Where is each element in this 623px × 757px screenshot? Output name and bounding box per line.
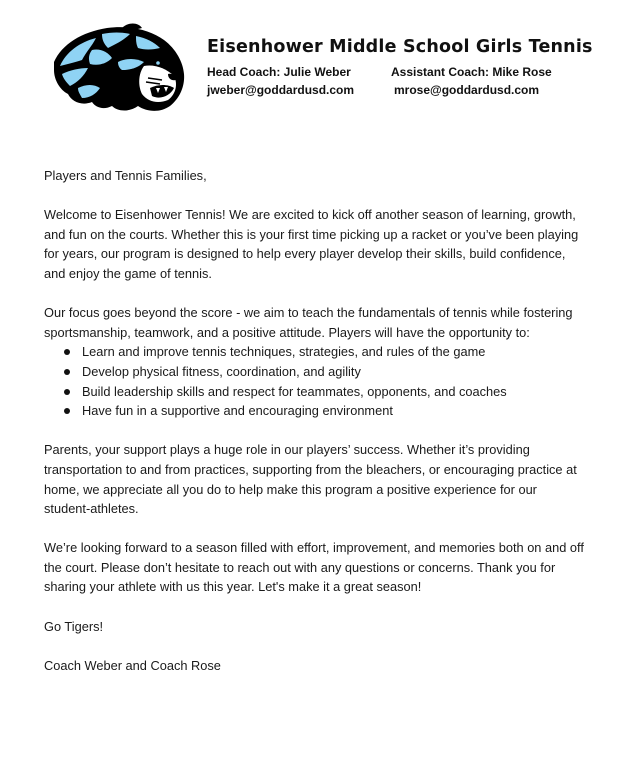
tiger-head-icon: [52, 22, 186, 114]
paragraph-parents: Parents, your support plays a huge role in our players’ success. Whether it’s providing transportation to and from practices, supporting from the bleachers, or encouraging practice at home, we appreciate all you do to help make this program a positive experience for our student-athletes.: [44, 442, 577, 517]
assistant-coach-email[interactable]: mrose@goddardusd.com: [394, 83, 540, 97]
assistant-coach-name: Assistant Coach: Mike Rose: [391, 65, 552, 79]
salutation: Players and Tennis Families,: [44, 168, 207, 183]
bullet-icon: [64, 389, 70, 395]
closing: Go Tigers!: [44, 618, 104, 634]
list-item-text: Build leadership skills and respect for teammates, opponents, and coaches: [82, 383, 507, 399]
coach-contacts: [207, 64, 607, 104]
school-title: Eisenhower Middle School Girls Tennis: [207, 37, 593, 57]
bullet-icon: [64, 349, 70, 355]
list-item: [44, 342, 584, 362]
list-item: [44, 362, 584, 382]
list-item: [44, 382, 584, 402]
paragraph-season: We’re looking forward to a season filled with effort, improvement, and memories both on and off the court. Please don’t hesitate to reach out with any questions or concerns. Thank you for sharing your athlete with us this year. Let's make it a great season!: [44, 540, 584, 595]
list-item: [44, 401, 584, 421]
bullet-icon: [64, 408, 70, 414]
list-item-text: Learn and improve tennis techniques, strategies, and rules of the game: [82, 344, 486, 360]
paragraph-focus: Our focus goes beyond the score - we aim to teach the fundamentals of tennis while fostering sportsmanship, teamwork, and a positive attitude. Players will have the opportunity to:: [44, 305, 573, 340]
signature: Coach Weber and Coach Rose: [44, 657, 221, 673]
head-coach-name: Head Coach: Julie Weber: [207, 65, 351, 79]
letterhead: [207, 36, 607, 104]
list-item-text: Develop physical fitness, coordination, and agility: [82, 363, 361, 379]
head-coach-email[interactable]: jweber@goddardusd.com: [207, 83, 355, 97]
opportunity-list: [44, 342, 584, 420]
list-item-text: Have fun in a supportive and encouraging environment: [82, 403, 393, 419]
letter-body: [44, 166, 584, 675]
bullet-icon: [64, 369, 70, 375]
paragraph-welcome: Welcome to Eisenhower Tennis! We are excited to kick off another season of learning, growth, and fun on the courts. Whether this is your first time picking up a racket or you’ve been playing for years, our program is designed to help every player develop their skills, build confidence, and enjoy the game of tennis.: [44, 207, 579, 281]
